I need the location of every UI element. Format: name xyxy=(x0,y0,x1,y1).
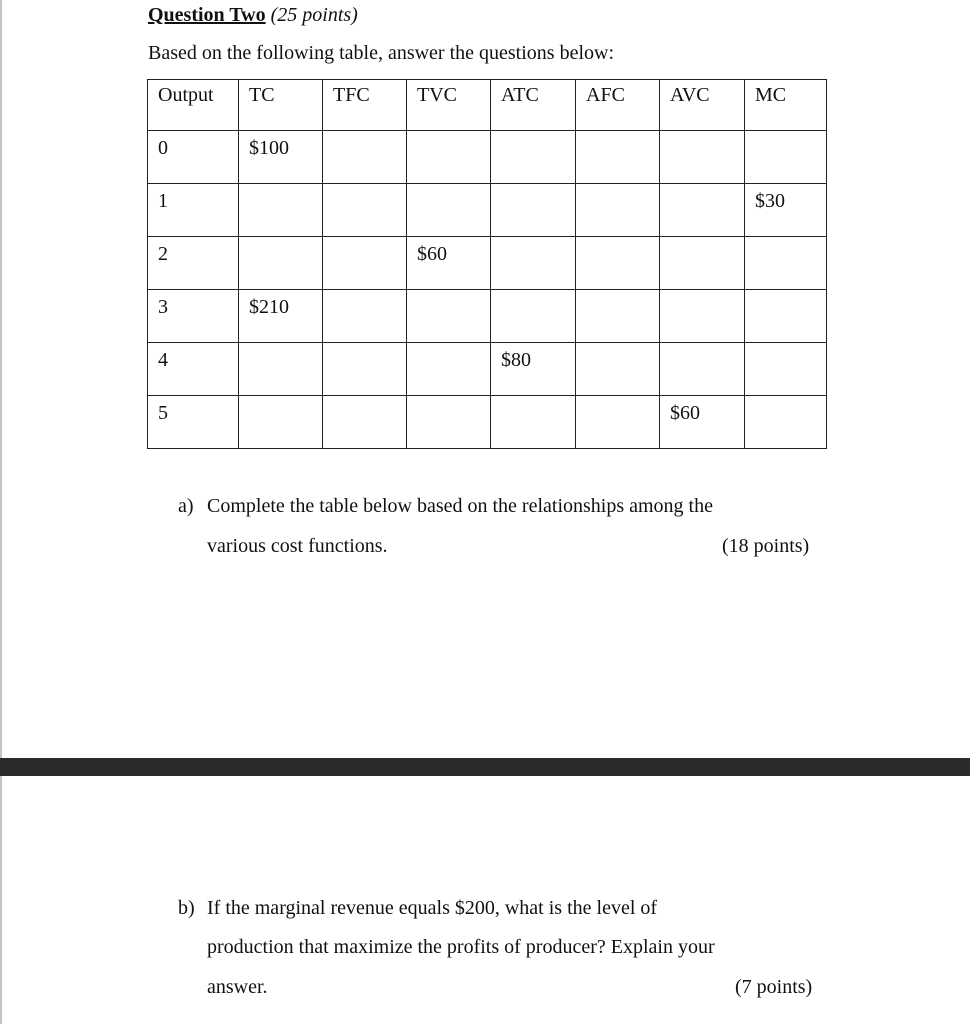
part-b-text-line1: If the marginal revenue equals $200, what is the level of xyxy=(207,897,658,919)
cell-mc xyxy=(745,343,827,396)
part-a-line1 xyxy=(178,494,713,518)
cell-mc xyxy=(745,290,827,343)
cell-output: 2 xyxy=(148,237,239,290)
cell-output: 3 xyxy=(148,290,239,343)
page-left-border xyxy=(0,0,2,1024)
cell-tc: $100 xyxy=(239,131,323,184)
table-row xyxy=(148,237,827,290)
table-row xyxy=(148,290,827,343)
cell-avc xyxy=(660,184,745,237)
cell-tvc xyxy=(407,184,491,237)
header-output: Output xyxy=(148,80,239,131)
cost-table xyxy=(147,79,827,449)
cell-tvc: $60 xyxy=(407,237,491,290)
cell-atc xyxy=(491,237,576,290)
part-b-text-line2: production that maximize the profits of producer? Explain your xyxy=(207,936,715,958)
question-title xyxy=(148,3,358,27)
cell-tfc xyxy=(323,290,407,343)
question-intro: Based on the following table, answer the questions below: xyxy=(148,42,615,64)
header-mc: MC xyxy=(745,80,827,131)
cell-tfc xyxy=(323,237,407,290)
cell-atc xyxy=(491,396,576,449)
part-b-points: (7 points) xyxy=(735,976,813,998)
cell-tc xyxy=(239,343,323,396)
cell-mc xyxy=(745,131,827,184)
cell-mc: $30 xyxy=(745,184,827,237)
cell-output: 0 xyxy=(148,131,239,184)
table-row xyxy=(148,184,827,237)
question-points: (25 points) xyxy=(270,4,358,26)
part-b-line1 xyxy=(178,896,657,920)
cell-atc: $80 xyxy=(491,343,576,396)
table-row xyxy=(148,343,827,396)
header-tc: TC xyxy=(239,80,323,131)
cell-output: 5 xyxy=(148,396,239,449)
cell-afc xyxy=(576,396,660,449)
cell-tvc xyxy=(407,396,491,449)
part-a-text-line1: Complete the table below based on the relationships among the xyxy=(207,495,713,517)
cell-tvc xyxy=(407,343,491,396)
cell-avc xyxy=(660,237,745,290)
cell-mc xyxy=(745,396,827,449)
cell-atc xyxy=(491,290,576,343)
cell-avc xyxy=(660,131,745,184)
part-b-text-line3: answer. xyxy=(207,976,268,998)
cell-afc xyxy=(576,290,660,343)
part-a-text-line2: various cost functions. xyxy=(207,535,388,557)
table-row xyxy=(148,131,827,184)
cell-afc xyxy=(576,343,660,396)
part-b-label: b) xyxy=(178,897,195,919)
header-tvc: TVC xyxy=(407,80,491,131)
cell-atc xyxy=(491,184,576,237)
question-title-text: Question Two xyxy=(148,4,266,26)
cell-afc xyxy=(576,237,660,290)
cell-afc xyxy=(576,131,660,184)
cell-tfc xyxy=(323,184,407,237)
cell-tfc xyxy=(323,131,407,184)
cell-tc xyxy=(239,237,323,290)
cell-tc xyxy=(239,184,323,237)
part-a-label: a) xyxy=(178,495,194,517)
header-atc: ATC xyxy=(491,80,576,131)
cell-atc xyxy=(491,131,576,184)
cell-mc xyxy=(745,237,827,290)
cell-output: 1 xyxy=(148,184,239,237)
part-a-points: (18 points) xyxy=(722,535,810,557)
cell-tvc xyxy=(407,131,491,184)
cell-tfc xyxy=(323,396,407,449)
cell-avc xyxy=(660,343,745,396)
cell-output: 4 xyxy=(148,343,239,396)
cell-afc xyxy=(576,184,660,237)
cell-tvc xyxy=(407,290,491,343)
cell-tc: $210 xyxy=(239,290,323,343)
cell-avc: $60 xyxy=(660,396,745,449)
header-tfc: TFC xyxy=(323,80,407,131)
table-row xyxy=(148,396,827,449)
cell-tfc xyxy=(323,343,407,396)
cell-tc xyxy=(239,396,323,449)
header-afc: AFC xyxy=(576,80,660,131)
page-break-bar xyxy=(0,758,970,776)
header-avc: AVC xyxy=(660,80,745,131)
cell-avc xyxy=(660,290,745,343)
table-header-row xyxy=(148,80,827,131)
